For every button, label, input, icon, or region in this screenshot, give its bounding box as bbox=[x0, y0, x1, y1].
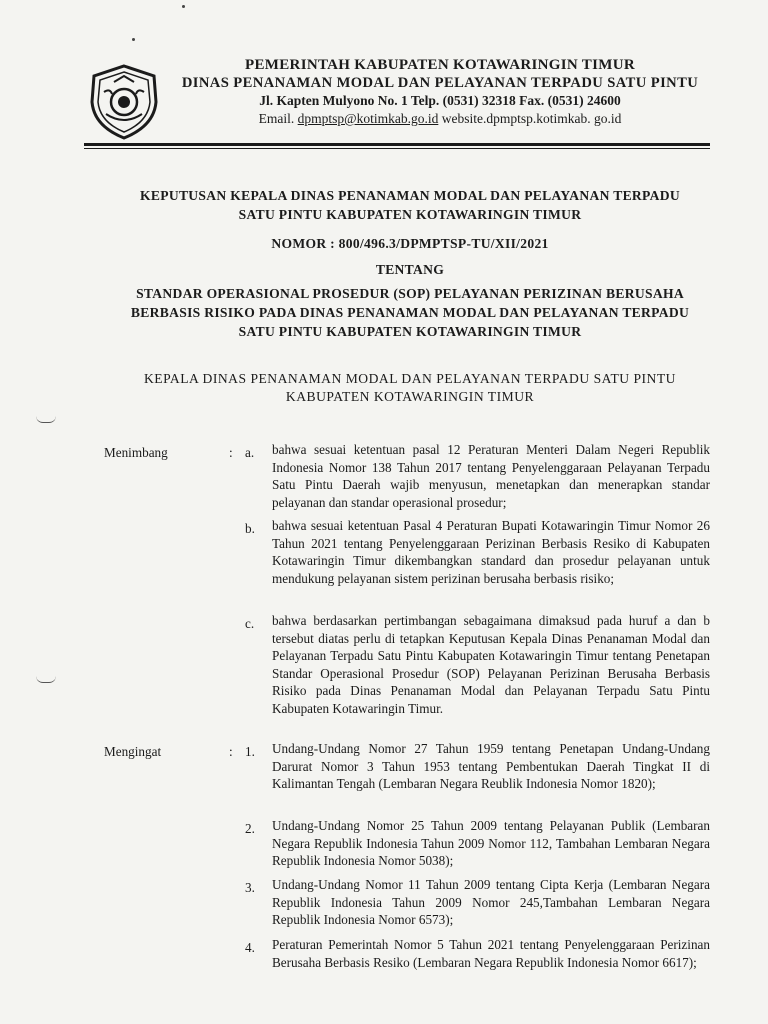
decision-title-line1: KEPUTUSAN KEPALA DINAS PENANAMAN MODAL DAN PELAYANAN TERPADU bbox=[139, 188, 680, 203]
mengingat-marker-2: 2. bbox=[245, 821, 255, 836]
menimbang-marker-c: c. bbox=[245, 616, 255, 631]
letterhead-rule-thin bbox=[84, 148, 710, 149]
menimbang-colon: : bbox=[229, 445, 233, 460]
decision-subject-line1: STANDAR OPERASIONAL PROSEDUR (SOP) PELAYANAN PERIZINAN BERUSAHA bbox=[136, 286, 684, 301]
scan-mark bbox=[36, 416, 56, 423]
decision-subject-line2: BERBASIS RISIKO PADA DINAS PENANAMAN MODAL DAN PELAYANAN TERPADU bbox=[130, 305, 690, 320]
decision-subject bbox=[60, 284, 760, 341]
letterhead-agency-name: DINAS PENANAMAN MODAL DAN PELAYANAN TERPADU SATU PINTU bbox=[181, 75, 699, 91]
mengingat-colon: : bbox=[229, 744, 233, 759]
menimbang-item-c: bahwa berdasarkan pertimbangan sebagaimana dimaksud pada huruf a dan b tersebut diatas perlu di tetapkan Keputusan Kepala Dinas Penanaman Modal dan Pelayanan Terpadu Satu Pintu Kabupaten Kotawaringin Timur tentang Penetapan Standar Operasional Prosedur (SOP) Pelayanan Perizinan Berusaha Berbasis Risiko pada Dinas Penanaman Modal dan Pelayanan Terpadu Satu Pintu Kabupaten Kotawaringin Timur. bbox=[272, 613, 710, 716]
email-label: Email. bbox=[258, 111, 295, 126]
mengingat-item-3: Undang-Undang Nomor 11 Tahun 2009 tentang Cipta Kerja (Lembaran Negara Republik Indonesia Tahun 2009 Nomor 245,Tambahan Lembaran Negara Republik Indonesia Nomor 6573); bbox=[272, 877, 710, 927]
menimbang-item-b: bahwa sesuai ketentuan Pasal 4 Peraturan Bupati Kotawaringin Timur Nomor 26 Tahun 2021 tentang Penyelenggaraan Perizinan Berbasis Resiko di Kabupaten Kotawaringin Timur dikembangkan standard dan prosedur pelayanan untuk mendukung pelayanan sistem perizinan berusaha berbasis risiko; bbox=[272, 518, 710, 586]
mengingat-item-2: Undang-Undang Nomor 25 Tahun 2009 tentang Pelayanan Publik (Lembaran Negara Republik Indonesia Tahun 2009 Nomor 112, Tambahan Lembaran Negara Republik Indonesia Nomor 5038); bbox=[272, 818, 710, 868]
issuer-heading bbox=[60, 370, 760, 406]
decision-title-line2: SATU PINTU KABUPATEN KOTAWARINGIN TIMUR bbox=[238, 207, 582, 222]
issuer-line2: KABUPATEN KOTAWARINGIN TIMUR bbox=[285, 389, 535, 404]
mengingat-marker-3: 3. bbox=[245, 880, 255, 895]
tentang-heading: TENTANG bbox=[375, 262, 445, 277]
letterhead-rule-thick bbox=[84, 143, 710, 146]
scan-mark bbox=[36, 676, 56, 683]
mengingat-marker-1: 1. bbox=[245, 744, 255, 759]
decision-title bbox=[60, 186, 760, 224]
mengingat-label: Mengingat bbox=[104, 744, 162, 759]
issuer-line1: KEPALA DINAS PENANAMAN MODAL DAN PELAYANAN TERPADU SATU PINTU bbox=[143, 371, 676, 386]
website-text: website.dpmptsp.kotimkab. go.id bbox=[441, 111, 622, 126]
scan-speck bbox=[182, 5, 185, 8]
letterhead-government-name: PEMERINTAH KABUPATEN KOTAWARINGIN TIMUR bbox=[245, 57, 635, 73]
email-link[interactable]: dpmptsp@kotimkab.go.id bbox=[297, 111, 439, 126]
letterhead-address: Jl. Kapten Mulyono No. 1 Telp. (0531) 32318 Fax. (0531) 24600 bbox=[259, 93, 621, 108]
mengingat-item-1: Undang-Undang Nomor 27 Tahun 1959 tentang Penetapan Undang-Undang Darurat Nomor 3 Tahun 1953 tentang Pembentukan Daerah Tingkat II di Kalimantan Tengah (Lembaran Negara Reublik Indonesia Nomor 1820); bbox=[272, 741, 710, 791]
decision-subject-line3: SATU PINTU KABUPATEN KOTAWARINGIN TIMUR bbox=[238, 324, 582, 339]
mengingat-item-4: Peraturan Pemerintah Nomor 5 Tahun 2021 tentang Penyelenggaraan Perizinan Berusaha Berbasis Resiko (Lembaran Negara Republik Indonesia Nomor 6617); bbox=[272, 937, 710, 970]
letterhead-contact bbox=[170, 110, 710, 128]
scan-speck bbox=[132, 38, 135, 41]
menimbang-marker-b: b. bbox=[245, 521, 255, 536]
decision-number: NOMOR : 800/496.3/DPMPTSP-TU/XII/2021 bbox=[271, 236, 549, 251]
menimbang-marker-a: a. bbox=[245, 445, 255, 460]
letterhead bbox=[170, 56, 710, 128]
menimbang-item-a: bahwa sesuai ketentuan pasal 12 Peraturan Menteri Dalam Negeri Republik Indonesia Nomor 138 Tahun 2017 tentang Penyelenggaraan Pelayanan Terpadu Satu Pintu Daerah wajib menyusun, menetapkan dan menerapkan standar pelayanan dan standar operasional prosedur; bbox=[272, 442, 710, 510]
menimbang-label: Menimbang bbox=[104, 445, 168, 460]
regency-emblem-logo bbox=[84, 62, 164, 142]
mengingat-marker-4: 4. bbox=[245, 940, 255, 955]
